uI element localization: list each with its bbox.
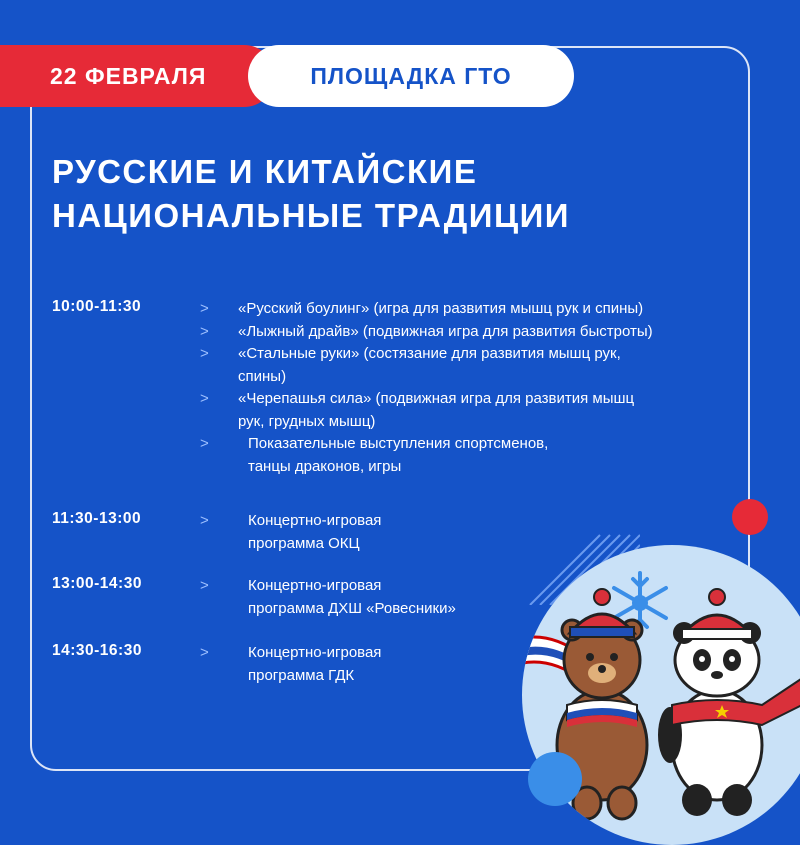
venue-badge <box>248 45 574 107</box>
schedule-time: 10:00-11:30 <box>52 298 142 315</box>
schedule-item <box>200 321 720 344</box>
arrow-icon: > <box>200 345 209 362</box>
page-title <box>52 150 570 238</box>
arrow-icon: > <box>200 300 209 317</box>
schedule-item <box>200 298 720 321</box>
schedule-time: 11:30-13:00 <box>52 510 142 527</box>
schedule-item-text: Показательные выступления спортсменов, танцы драконов, игры <box>248 435 549 475</box>
blue-circle-decoration <box>528 752 582 806</box>
schedule-item-text: Концертно-игровая программа ГДК <box>248 644 382 684</box>
arrow-icon: > <box>200 390 209 407</box>
schedule-item-text: «Русский боулинг» (игра для развития мышц рук и спины) <box>238 300 644 317</box>
arrow-icon: > <box>200 322 209 340</box>
schedule-time: 14:30-16:30 <box>52 642 142 659</box>
schedule-item <box>200 343 720 388</box>
title-line-1: РУССКИЕ И КИТАЙСКИЕ <box>52 153 478 190</box>
schedule-item-text: Концертно-игровая программа ОКЦ <box>248 512 382 552</box>
red-circle-decoration <box>732 499 768 535</box>
date-label: 22 ФЕВРАЛЯ <box>50 62 207 89</box>
schedule-item-text: «Лыжный драйв» (подвижная игра для развития быстроты) <box>238 322 653 340</box>
schedule-time: 13:00-14:30 <box>52 575 142 592</box>
schedule-item-text: Концертно-игровая программа ДХШ «Ровесники» <box>248 577 456 617</box>
arrow-icon: > <box>200 644 209 661</box>
arrow-icon: > <box>200 577 209 594</box>
arrow-icon: > <box>200 435 209 452</box>
schedule-items <box>200 298 720 478</box>
date-badge <box>0 45 275 107</box>
schedule-item <box>200 433 720 478</box>
schedule-item <box>200 388 720 433</box>
title-line-2: НАЦИОНАЛЬНЫЕ ТРАДИЦИИ <box>52 197 571 234</box>
arrow-icon: > <box>200 512 209 529</box>
schedule-item-text: «Черепашья сила» (подвижная игра для развития мышц рук, грудных мышц) <box>238 390 635 430</box>
schedule-item-text: «Стальные руки» (состязание для развития мышц рук, спины) <box>238 345 621 385</box>
venue-label: ПЛОЩАДКА ГТО <box>310 62 512 89</box>
